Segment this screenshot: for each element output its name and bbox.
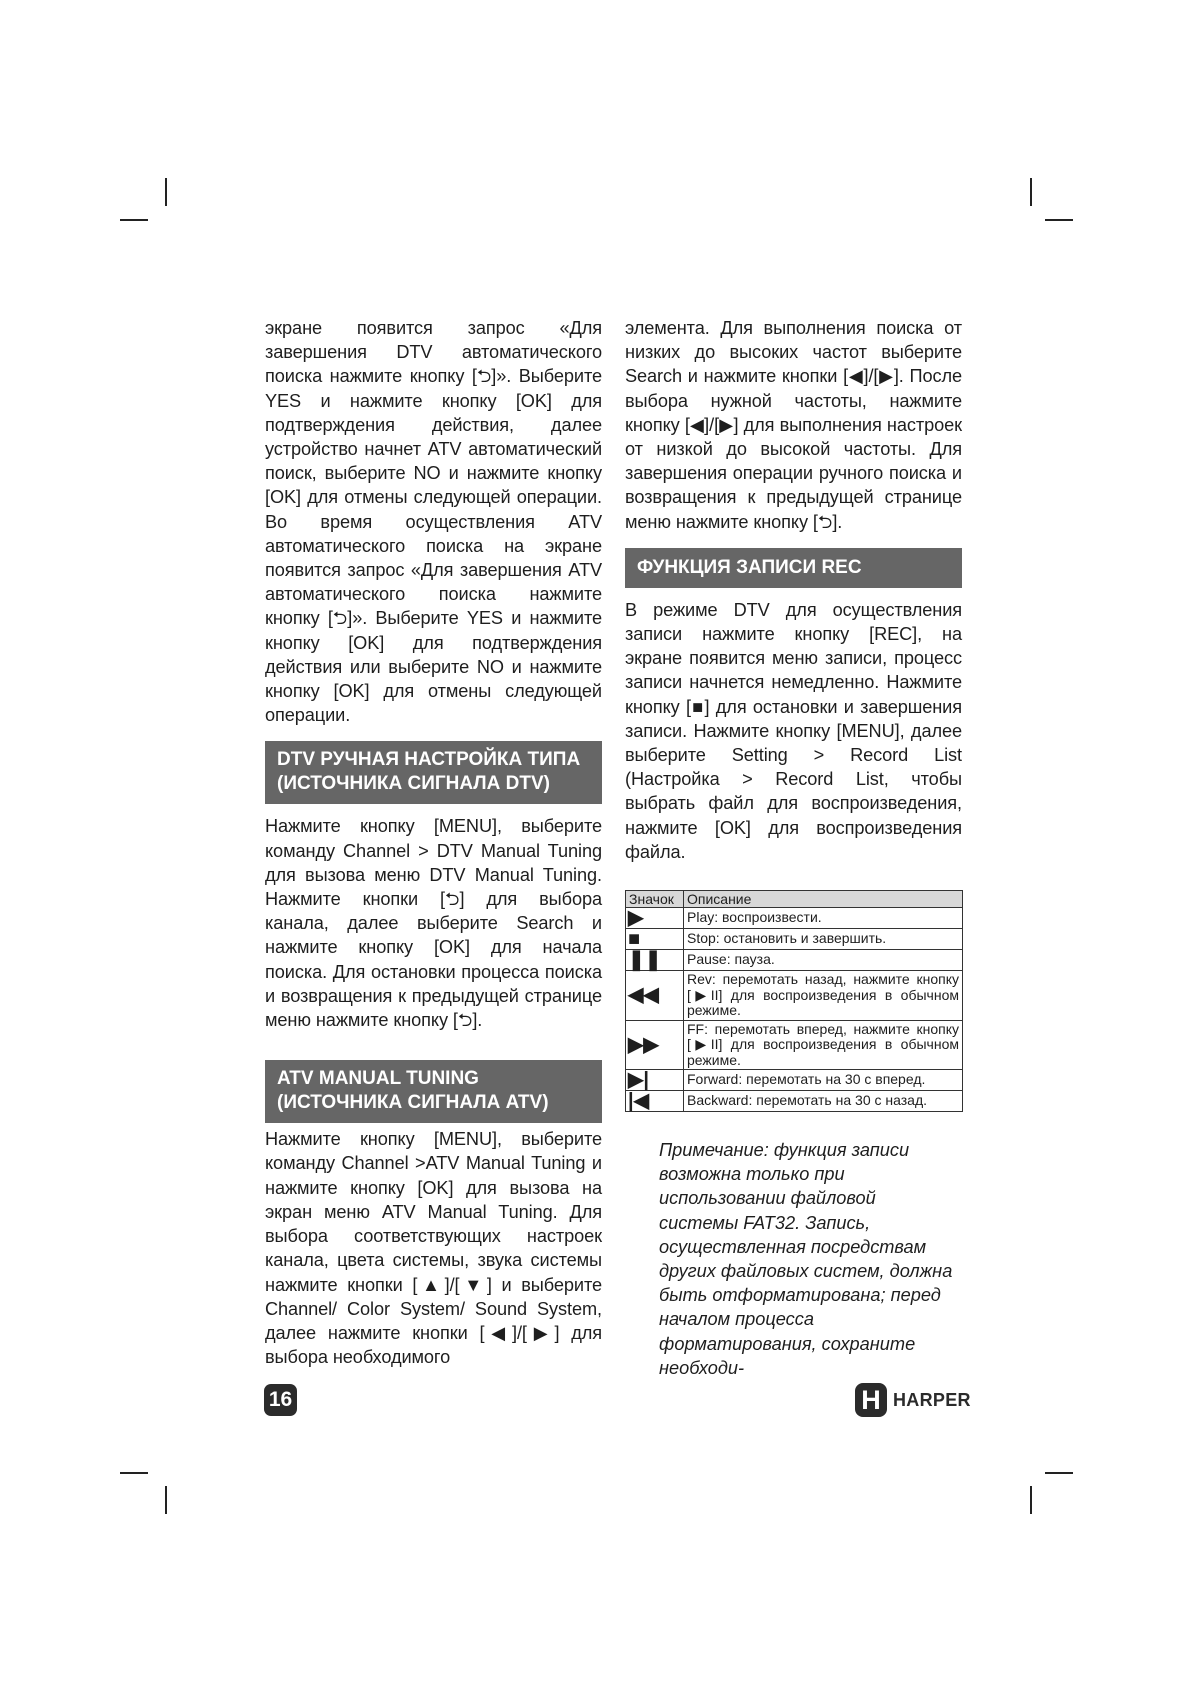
table-cell-description: Backward: перемотать на 30 с назад. xyxy=(684,1091,963,1112)
table-row xyxy=(626,1020,963,1070)
brand-name: HARPER xyxy=(893,1389,971,1410)
crop-mark xyxy=(1045,1472,1073,1474)
note-fat32: Примечание: функция записи возможна только при использовании файловой системы FAT32. Запись, осуществленная посредствам других файловых систем, должна быть отформатирована; перед началом процесса форматирования, сохраните необходи- xyxy=(659,1140,953,1378)
paragraph-dtv-manual-tuning: Нажмите кнопку [MENU], выберите команду Channel > DTV Manual Tuning для вызова меню DTV Manual Tuning. Нажмите кнопки [⮌] для выбора канала, далее выберите Search и нажмите кнопку [OK] для начала поиска. Для остановки процесса поиска и возвращения к предыдущей странице меню нажмите кнопку [⮌]. xyxy=(265,816,602,1031)
table-row xyxy=(626,1070,963,1091)
table-header-description: Описание xyxy=(684,891,963,908)
icon-table xyxy=(625,890,963,1112)
crop-mark xyxy=(120,219,148,221)
table-cell-description: Forward: перемотать на 30 с вперед. xyxy=(684,1070,963,1091)
skip-forward-icon: ▶| xyxy=(626,1070,684,1091)
crop-mark xyxy=(120,1472,148,1474)
pause-icon: ❚❚ xyxy=(626,950,684,971)
stop-icon: ■ xyxy=(626,929,684,950)
table-header-row xyxy=(626,891,963,908)
table-row xyxy=(626,971,963,1021)
heading-atv-manual-tuning: ATV MANUAL TUNING (ИСТОЧНИКА СИГНАЛА ATV) xyxy=(265,1060,602,1123)
table-row xyxy=(626,950,963,971)
crop-mark xyxy=(1030,178,1032,206)
table-cell-description: FF: перемотать вперед, нажмите кнопку [▶II] для воспроизведения в обычном режиме. xyxy=(684,1020,963,1070)
crop-mark xyxy=(1045,219,1073,221)
table-cell-description: Stop: остановить и завершить. xyxy=(684,929,963,950)
table-cell-description: Play: воспроизвести. xyxy=(684,908,963,929)
paragraph-manual-search: элемента. Для выполнения поиска от низких до высоких частот выберите Search и нажмите кнопки [◀]/[▶]. После выбора нужной частоты, нажмите кнопку [◀]/[▶] для выполнения настроек от низкой до высокой частоты. Для завершения операции ручного поиска и возвращения к предыдущей странице меню нажмите кнопку [⮌]. xyxy=(625,318,962,532)
rewind-icon: ◀◀ xyxy=(626,971,684,1021)
left-column xyxy=(265,316,602,1369)
crop-mark xyxy=(165,178,167,206)
heading-rec-function: ФУНКЦИЯ ЗАПИСИ REC xyxy=(625,548,962,588)
brand-logo xyxy=(855,1382,971,1418)
table-cell-description: Rev: перемотать назад, нажмите кнопку [▶II] для воспроизведения в обычном режиме. xyxy=(684,971,963,1021)
table-cell-description: Pause: пауза. xyxy=(684,950,963,971)
harper-logo-icon: H xyxy=(855,1383,887,1417)
crop-mark xyxy=(165,1486,167,1514)
page-number: 16 xyxy=(264,1384,297,1416)
table-row xyxy=(626,929,963,950)
fast-forward-icon: ▶▶ xyxy=(626,1020,684,1070)
table-header-icon: Значок xyxy=(626,891,684,908)
table-row xyxy=(626,1091,963,1112)
heading-dtv-manual-tuning: DTV РУЧНАЯ НАСТРОЙКА ТИПА (ИСТОЧНИКА СИГНАЛА DTV) xyxy=(265,741,602,804)
right-column xyxy=(625,316,962,1380)
paragraph-atv-manual-tuning: Нажмите кнопку [MENU], выберите команду Channel >ATV Manual Tuning и нажмите кнопку [OK] для вызова на экран меню ATV Manual Tuning. Для выбора соответствующих настроек канала, цвета системы, звука системы нажмите кнопки [▲]/[▼] и выберите Channel/ Color System/ Sound System, далее нажмите кнопки [◀]/[▶] для выбора необходимого xyxy=(265,1129,602,1368)
paragraph-rec-function: В режиме DTV для осуществления записи нажмите кнопку [REC], на экране появится меню записи, процесс записи начнется немедленно. Нажмите кнопку [■] для остановки и завершения записи. Нажмите кнопку [MENU], далее выберите Setting > Record List (Настройка > Record List, чтобы выбрать файл для воспроизведения, нажмите [OK] для воспроизведения файла. xyxy=(625,599,962,862)
skip-backward-icon: |◀ xyxy=(626,1091,684,1112)
paragraph-auto-search-end: экране появится запрос «Для завершения DTV автоматического поиска нажмите кнопку [⮌]». Выберите YES и нажмите кнопку [OK] для подтверждения действия, далее устройство начнет ATV автоматический поиск, выберите NO и нажмите кнопку [OK] для отмены следующей операции. Во время осуществления ATV автоматического поиска на экране появится запрос «Для завершения ATV автоматического поиска нажмите кнопку [⮌]». Выберите YES и нажмите кнопку [OK] для подтверждения действия или выберите NO и нажмите кнопку [OK] для отмены следующей операции. xyxy=(265,318,602,726)
crop-mark xyxy=(1030,1486,1032,1514)
table-row xyxy=(626,908,963,929)
play-icon: ▶ xyxy=(626,908,684,929)
